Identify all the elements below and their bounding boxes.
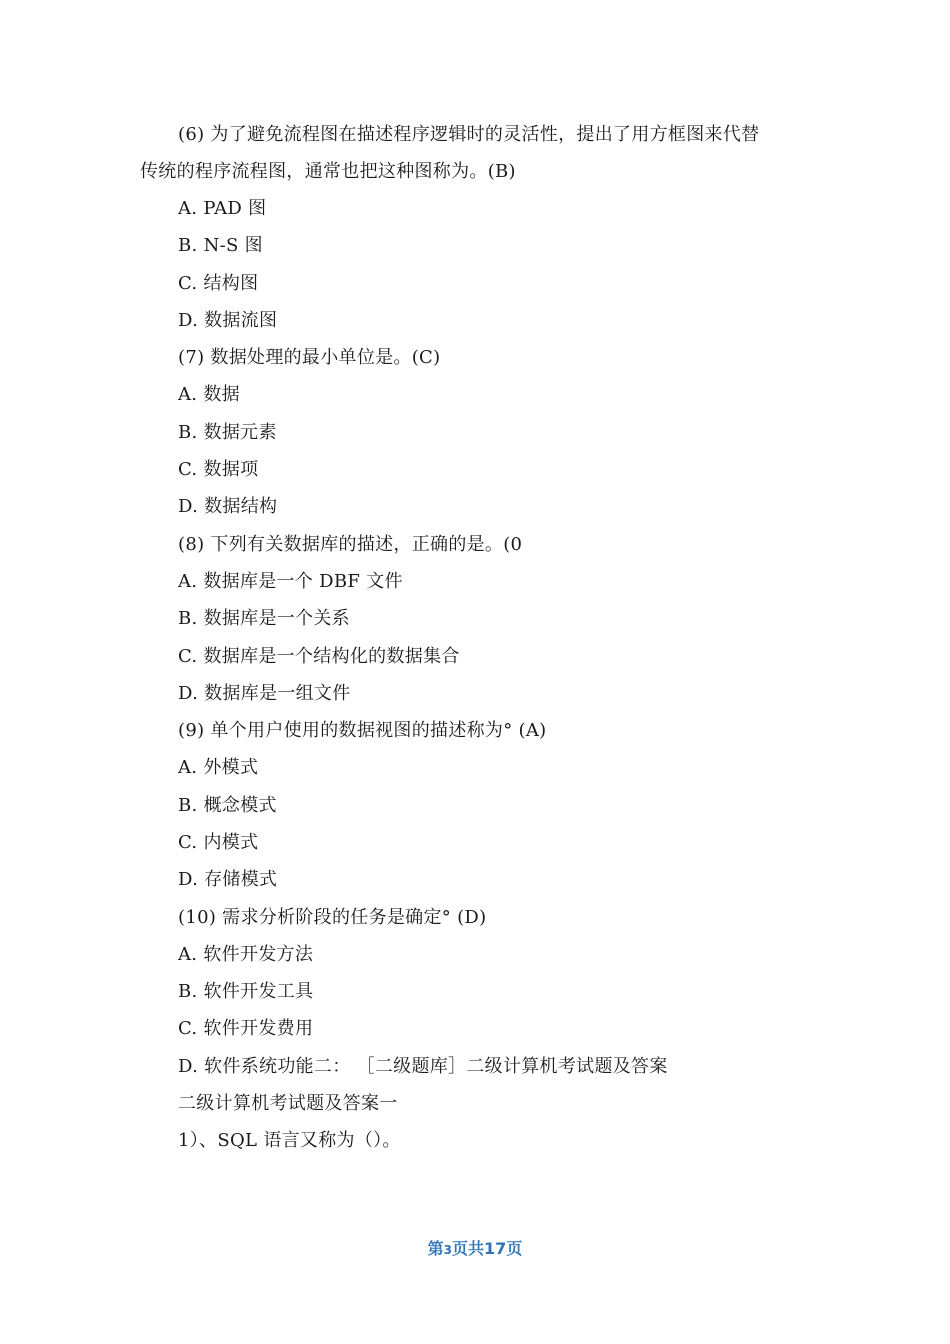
option-d: D. 存储模式	[178, 869, 278, 890]
option-d: D. 数据库是一组文件	[178, 683, 351, 704]
footer-suffix: 页	[506, 1239, 523, 1258]
question-1: 1）、SQL 语言又称为（）。	[178, 1130, 401, 1151]
section-heading: 二级计算机考试题及答案一	[178, 1093, 398, 1114]
question-6-line-2: 传统的程序流程图，通常也把这种图称为。(B)	[140, 161, 516, 182]
question-8: (8) 下列有关数据库的描述，正确的是。(0	[178, 534, 523, 555]
option-b: B. N-S 图	[178, 235, 263, 256]
page-footer	[0, 1236, 950, 1259]
option-d: D. 软件系统功能二： ［二级题库］二级计算机考试题及答案	[178, 1056, 668, 1077]
option-b: B. 数据库是一个关系	[178, 608, 350, 629]
option-c: C. 内模式	[178, 832, 259, 853]
footer-page-number: 3	[443, 1243, 453, 1257]
option-b: B. 数据元素	[178, 422, 277, 443]
option-a: A. 数据	[178, 384, 240, 405]
option-c: C. 软件开发费用	[178, 1018, 314, 1039]
option-b: B. 概念模式	[178, 795, 277, 816]
option-a: A. 数据库是一个 DBF 文件	[178, 571, 403, 592]
option-a: A. 外模式	[178, 757, 259, 778]
question-9: (9) 单个用户使用的数据视图的描述称为° (A)	[178, 720, 547, 741]
footer-middle: 页共	[452, 1239, 485, 1258]
option-a: A. PAD 图	[178, 198, 267, 219]
question-7: (7) 数据处理的最小单位是。(C)	[178, 347, 441, 368]
footer-prefix: 第	[427, 1239, 444, 1258]
option-c: C. 数据库是一个结构化的数据集合	[178, 646, 460, 667]
option-b: B. 软件开发工具	[178, 981, 314, 1002]
question-10: (10) 需求分析阶段的任务是确定° (D)	[178, 907, 487, 928]
option-a: A. 软件开发方法	[178, 944, 314, 965]
option-d: D. 数据结构	[178, 496, 278, 517]
option-d: D. 数据流图	[178, 310, 278, 331]
option-c: C. 数据项	[178, 459, 259, 480]
option-c: C. 结构图	[178, 273, 259, 294]
footer-total-pages: 17	[484, 1239, 507, 1258]
question-6-line-1: (6) 为了避免流程图在描述程序逻辑时的灵活性，提出了用方框图来代替	[178, 124, 760, 145]
